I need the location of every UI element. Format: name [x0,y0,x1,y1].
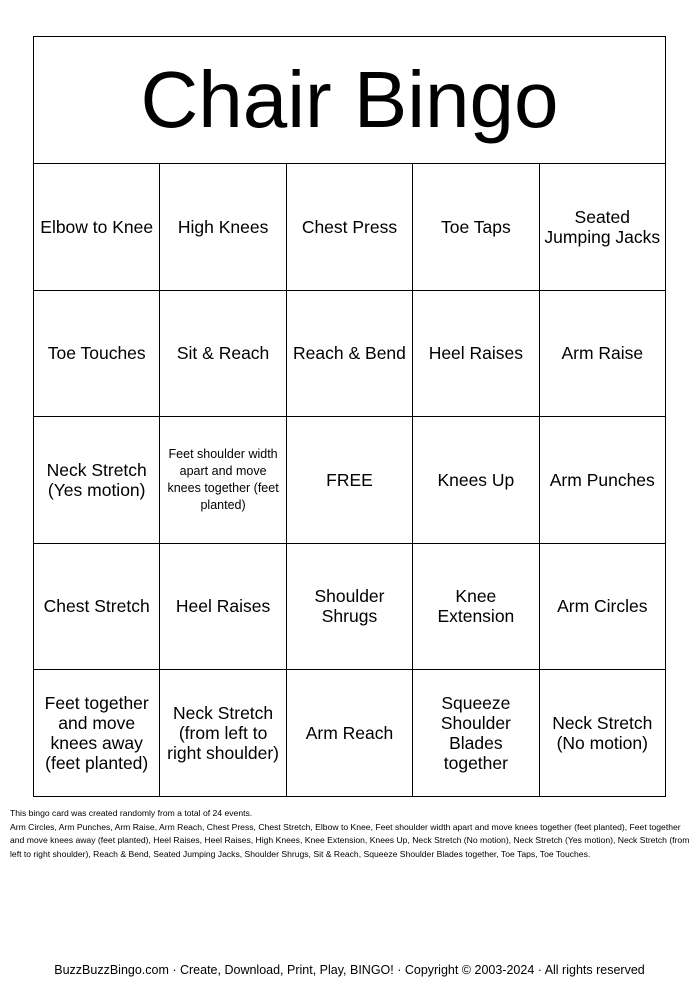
bingo-cell: Shoulder Shrugs [286,543,412,670]
bingo-row-1 [34,164,666,291]
bingo-row-4 [34,543,666,670]
bingo-cell: Knee Extension [413,543,539,670]
bingo-cell: Seated Jumping Jacks [539,164,665,291]
bingo-cell: Arm Raise [539,290,665,417]
notes-summary: This bingo card was created randomly from a total of 24 events. [10,808,253,818]
bingo-cell: Sit & Reach [160,290,286,417]
notes-event-list: Arm Circles, Arm Punches, Arm Raise, Arm Reach, Chest Press, Chest Stretch, Elbow to Knee, Feet shoulder width apart and move knees together (feet planted), Feet together and move knees away (feet planted), Heel Raises, Heel Raises, High Knees, Knee Extension, Knees Up, Neck Stretch (No motion), Neck Stretch (Yes motion), Neck Stretch (from left to right shoulder), Reach & Bend, Seated Jumping Jacks, Shoulder Shrugs, Sit & Reach, Squeeze Shoulder Blades together, Toe Taps, Toe Touches. [10,821,690,859]
card-title: Chair Bingo [34,37,666,164]
free-space-cell: FREE [286,417,412,544]
bingo-card [33,36,666,797]
bingo-cell: Knees Up [413,417,539,544]
bingo-cell: Neck Stretch (from left to right shoulder) [160,670,286,797]
bingo-cell: Heel Raises [413,290,539,417]
bingo-cell: Squeeze Shoulder Blades together [413,670,539,797]
card-notes [10,807,690,861]
bingo-cell: Arm Circles [539,543,665,670]
bingo-cell: Heel Raises [160,543,286,670]
bingo-cell: Arm Reach [286,670,412,797]
bingo-cell: Chest Press [286,164,412,291]
bingo-cell: Feet shoulder width apart and move knees together (feet planted) [160,417,286,544]
bingo-row-2 [34,290,666,417]
bingo-cell: Neck Stretch (No motion) [539,670,665,797]
bingo-cell: Chest Stretch [34,543,160,670]
bingo-cell: Toe Touches [34,290,160,417]
bingo-cell: Arm Punches [539,417,665,544]
bingo-row-5 [34,670,666,797]
bingo-cell: Neck Stretch (Yes motion) [34,417,160,544]
bingo-cell: Elbow to Knee [34,164,160,291]
bingo-cell: Reach & Bend [286,290,412,417]
bingo-cell: High Knees [160,164,286,291]
page-footer: BuzzBuzzBingo.com · Create, Download, Print, Play, BINGO! · Copyright © 2003-2024 · All rights reserved [54,963,645,977]
bingo-row-3 [34,417,666,544]
bingo-cell: Feet together and move knees away (feet planted) [34,670,160,797]
bingo-cell: Toe Taps [413,164,539,291]
